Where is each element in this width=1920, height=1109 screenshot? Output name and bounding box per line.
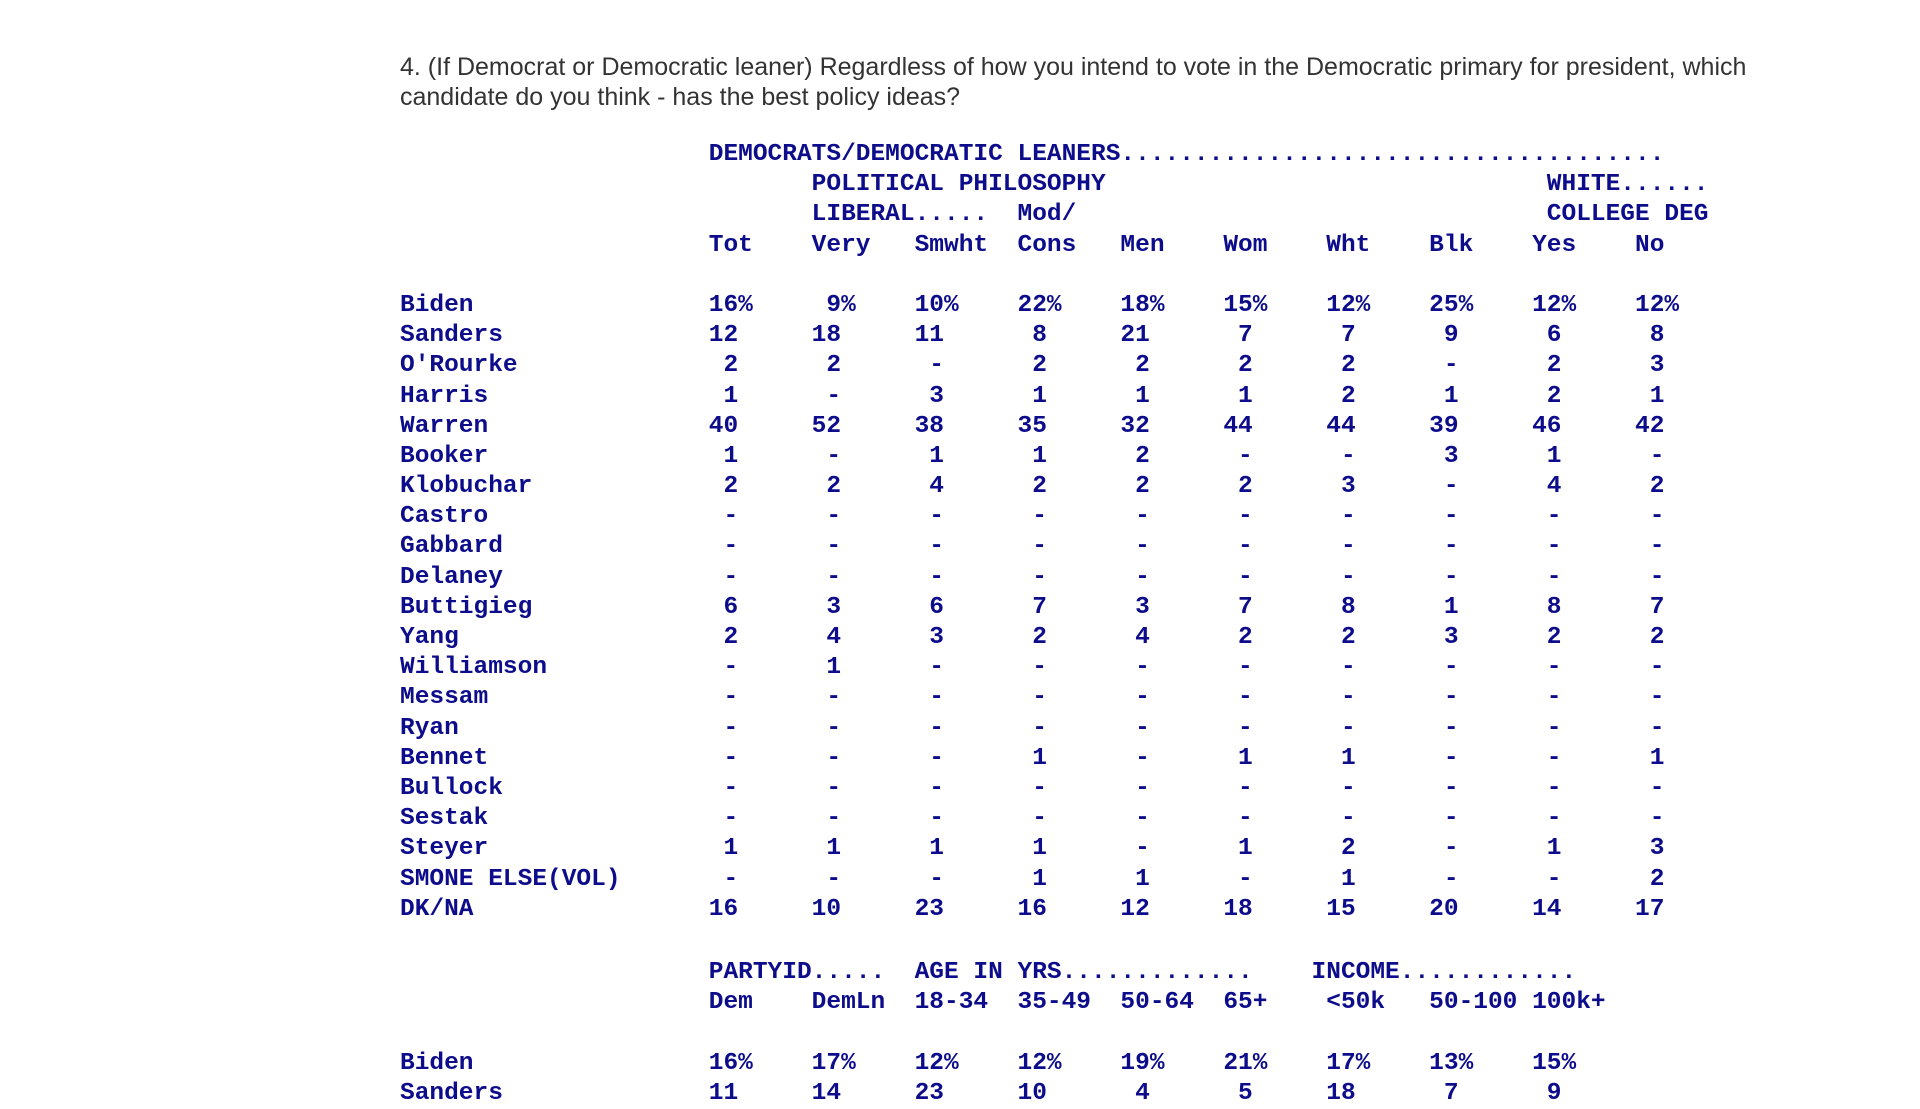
header-line: PARTYID..... AGE IN YRS............. INCOME............ <box>400 959 1577 986</box>
table-row: Harris 1 - 3 1 1 1 2 1 2 1 <box>400 382 1665 410</box>
header-line: Dem DemLn 18-34 35-49 50-64 65+ <50k 50-100 100k+ <box>400 989 1606 1017</box>
crosstab-table-1 <box>400 140 1709 925</box>
table-row: Delaney - - - - - - - - - - <box>400 563 1665 591</box>
table-row: Biden 16% 17% 12% 12% 19% 21% 17% 13% 15% <box>400 1049 1577 1077</box>
table-row: DK/NA 16 10 23 16 12 18 15 20 14 17 <box>400 895 1665 923</box>
header-line: Tot Very Smwht Cons Men Wom Wht Blk Yes No <box>400 231 1665 259</box>
table-row: Ryan - - - - - - - - - - <box>400 714 1665 742</box>
header-line: DEMOCRATS/DEMOCRATIC LEANERS..................................... <box>400 141 1665 168</box>
table-row: Warren 40 52 38 35 32 44 44 39 46 42 <box>400 412 1665 440</box>
spacer-line <box>400 261 1709 291</box>
spacer-line <box>400 1018 1606 1048</box>
table-row: Williamson - 1 - - - - - - - - <box>400 654 1665 682</box>
table-row: Biden 16% 9% 10% 22% 18% 15% 12% 25% 12% 12% <box>400 291 1680 319</box>
table-row: Buttigieg 6 3 6 7 3 7 8 1 8 7 <box>400 593 1665 621</box>
table-row: SMONE ELSE(VOL) - - - 1 1 - 1 - - 2 <box>400 865 1665 893</box>
question-text: 4. (If Democrat or Democratic leaner) Regardless of how you intend to vote in the Democratic primary for president, which candidate do you think - has the best policy ideas? <box>400 53 1747 111</box>
table-row: Bullock - - - - - - - - - - <box>400 774 1665 802</box>
header-line: POLITICAL PHILOSOPHY WHITE...... <box>400 171 1709 199</box>
table-row: Yang 2 4 3 2 4 2 2 3 2 2 <box>400 624 1665 651</box>
table-row: Sestak - - - - - - - - - - <box>400 805 1665 833</box>
table-row: Messam - - - - - - - - - - <box>400 684 1665 712</box>
table-row: Sanders 12 18 11 8 21 7 7 9 6 8 <box>400 322 1665 350</box>
table-row: Klobuchar 2 2 4 2 2 2 3 - 4 2 <box>400 473 1665 501</box>
table-row: Castro - - - - - - - - - - <box>400 503 1665 531</box>
table-row: Gabbard - - - - - - - - - - <box>400 533 1665 561</box>
header-line: LIBERAL..... Mod/ COLLEGE DEG <box>400 201 1709 229</box>
table-row: Booker 1 - 1 1 2 - - 3 1 - <box>400 442 1665 470</box>
table-row: Sanders 11 14 23 10 4 5 18 7 9 <box>400 1079 1562 1107</box>
table-row: O'Rourke 2 2 - 2 2 2 2 - 2 3 <box>400 352 1665 380</box>
table-row: Bennet - - - 1 - 1 1 - - 1 <box>400 744 1665 772</box>
table-row: Steyer 1 1 1 1 - 1 2 - 1 3 <box>400 835 1665 863</box>
crosstab-table-2 <box>400 958 1606 1109</box>
